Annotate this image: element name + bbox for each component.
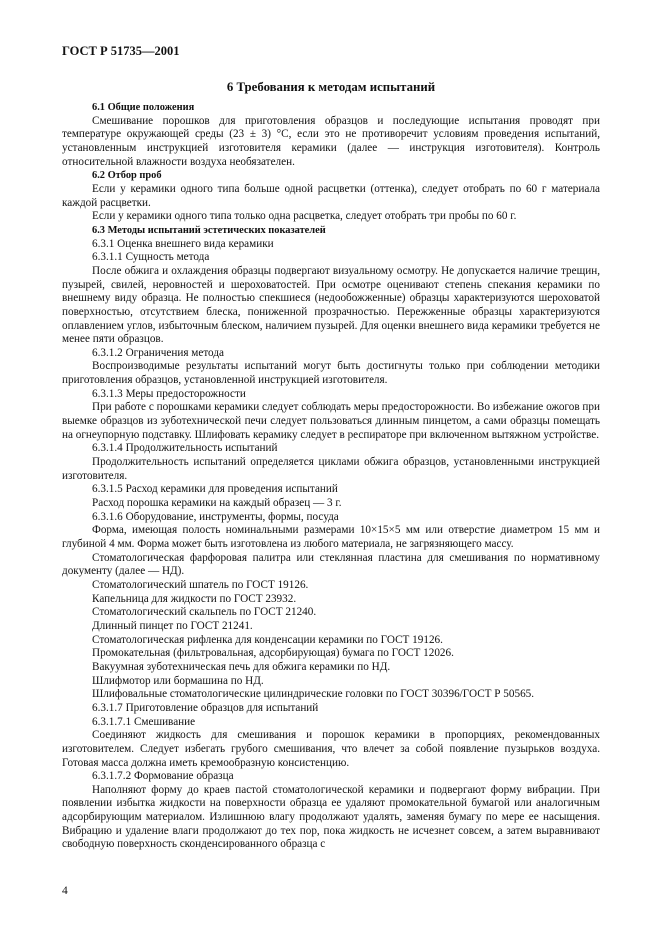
document-header: ГОСТ Р 51735—2001 — [62, 44, 180, 58]
page-number: 4 — [62, 885, 68, 897]
paragraph: После обжига и охлаждения образцы подвергают визуальному осмотру. Не допускается наличие трещин, пузырей, свилей, неровностей и шероховатостей. При осмотре оценивают степень спекания керамики по внешнему виду образца. Не полностью спекшиеся (недообожженные) образцы характеризуются шероховатой поверхностью, отсутствием блеска, пониженной прозрачностью. Пережженные образцы характеризуются оплавлением углов, избыточным блеском, наличием пузырей. Для оценки внешнего вида керамики требуется не менее пяти образцов. — [62, 264, 600, 346]
paragraph: Наполняют форму до краев пастой стоматологической керамики и подвергают форму вибрации. При появлении избытка жидкости на поверхности образца ее удаляют промокательной бумагой или аналогичным адсорбирующим материалом. Излишнюю влагу продолжают удалять, заменяя бумагу по мере ее насыщения. Вибрацию и удаление влаги продолжают до тех пор, пока жидкость не исчезнет совсем, а затем выравнивают свободную поверхность сконденсированного образца с — [62, 783, 600, 851]
paragraph: Соединяют жидкость для смешивания и порошок керамики в пропорциях, рекомендованных изготовителем. Следует избегать грубого смешивания, что влечет за собой появление пузырьков воздуха. Готовая масса должна иметь кремообразную консистенцию. — [62, 729, 600, 769]
paragraph: Стоматологическая фарфоровая палитра или стеклянная пластина для смешивания по нормативному документу (далее — НД). — [62, 551, 600, 578]
section-heading: 6.3 Методы испытаний эстетических показателей — [92, 224, 326, 236]
subsection-heading: 6.3.1 Оценка внешнего вида керамики — [92, 237, 274, 250]
text-line: Стоматологическая рифленка для конденсации керамики по ГОСТ 19126. — [92, 633, 443, 646]
text-line: Длинный пинцет по ГОСТ 21241. — [92, 619, 253, 632]
paragraph: Смешивание порошков для приготовления образцов и последующие испытания проводят при температуре окружающей среды (23 ± 3) °С, если это не противоречит условиям проведения испытаний, установленным инструкцией изготовителя керамики (далее — инструкция изготовителя). Контроль относительной влажности воздуха необязателен. — [62, 114, 600, 168]
section-heading: 6.1 Общие положения — [92, 102, 195, 113]
section-title: 6 Требования к методам испытаний — [226, 80, 436, 94]
document-page — [62, 44, 600, 852]
subsection-heading: 6.3.1.7 Приготовление образцов для испытаний — [92, 701, 319, 714]
paragraph: Если у керамики одного типа больше одной расцветки (оттенка), следует отобрать по 60 г материала каждой расцветки. — [62, 182, 600, 209]
subsection-heading: 6.3.1.2 Ограничения метода — [92, 346, 224, 359]
text-line: Шлифовальные стоматологические цилиндрические головки по ГОСТ 30396/ГОСТ Р 50565. — [92, 688, 535, 701]
text-line: Капельница для жидкости по ГОСТ 23932. — [92, 592, 297, 605]
text-line: Расход порошка керамики на каждый образец — 3 г. — [92, 497, 342, 510]
paragraph: Если у керамики одного типа только одна расцветка, следует отобрать три пробы по 60 г. — [92, 210, 517, 223]
paragraph: Форма, имеющая полость номинальными размерами 10×15×5 мм или отверстие диаметром 15 мм и глубиной 4 мм. Форма может быть изготовлена из любого материала, не загрязняющего массу. — [62, 524, 600, 550]
subsection-heading: 6.3.1.4 Продолжительность испытаний — [92, 442, 278, 455]
subsection-heading: 6.3.1.6 Оборудование, инструменты, формы, посуда — [92, 510, 339, 523]
text-line: Вакуумная зуботехническая печь для обжига керамики по НД. — [92, 660, 391, 673]
paragraph: Продолжительность испытаний определяется циклами обжига образцов, установленными инструкцией изготовителя. — [62, 456, 600, 482]
subsection-heading: 6.3.1.1 Сущность метода — [92, 251, 210, 264]
paragraph: Воспроизводимые результаты испытаний могут быть достигнуты только при соблюдении методики приготовления образцов, установленной инструкцией изготовителя. — [62, 360, 600, 387]
paragraph: При работе с порошками керамики следует соблюдать меры предосторожности. Во избежание ожогов при выемке образцов из зуботехнической печи следует пользоваться длинным пинцетом, а сами образцы помещать на огнеупорную подставку. Шлифовать керамику следует в респираторе при включенном вытяжном устройстве. — [62, 401, 600, 441]
text-line: Стоматологический скальпель по ГОСТ 21240. — [92, 606, 317, 619]
subsection-heading: 6.3.1.3 Меры предосторожности — [92, 387, 246, 400]
text-line: Промокательная (фильтровальная, адсорбирующая) бумага по ГОСТ 12026. — [92, 647, 454, 660]
section-content — [62, 101, 600, 852]
subsection-heading: 6.3.1.5 Расход керамики для проведения испытаний — [92, 483, 338, 496]
subsection-heading: 6.3.1.7.1 Смешивание — [92, 715, 196, 728]
text-line: Шлифмотор или бормашина по НД. — [92, 674, 264, 687]
section-heading: 6.2 Отбор проб — [92, 170, 162, 182]
text-line: Стоматологический шпатель по ГОСТ 19126. — [92, 578, 309, 591]
subsection-heading: 6.3.1.7.2 Формование образца — [92, 770, 234, 783]
